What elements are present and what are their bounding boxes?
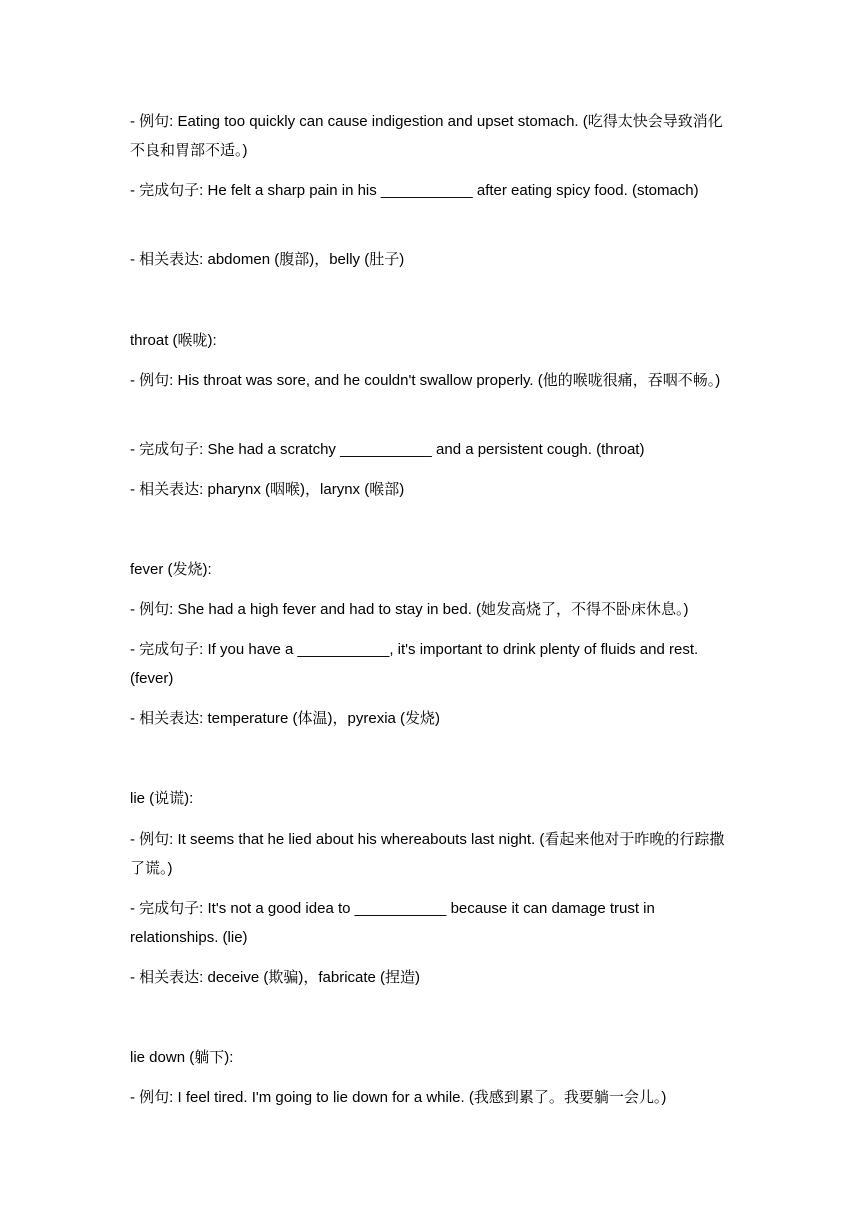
vocab-heading-throat: throat (喉咙): [130,332,217,349]
fill-in-sentence-stomach: - 完成句子: He felt a sharp pain in his ___________ after eating spicy food. (stomach) [130,182,699,199]
related-expressions-throat: - 相关表达: pharynx (咽喉)，larynx (喉部) [130,481,405,498]
related-expressions-stomach: - 相关表达: abdomen (腹部)，belly (肚子) [130,251,405,268]
example-sentence-lie-down: - 例句: I feel tired. I'm going to lie down for a while. (我感到累了。我要躺一会儿。) [130,1089,667,1106]
fill-in-sentence-throat: - 完成句子: She had a scratchy ___________ and a persistent cough. (throat) [130,441,645,458]
example-sentence-fever: - 例句: She had a high fever and had to stay in bed. (她发高烧了，不得不卧床休息。) [130,601,689,618]
vocab-heading-fever: fever (发烧): [130,561,212,578]
related-expressions-lie: - 相关表达: deceive (欺骗)，fabricate (捏造) [130,969,421,986]
example-sentence-stomach: - 例句: Eating too quickly can cause indigestion and upset stomach. (吃得太快会导致消化不良和胃部不适。) [130,113,723,159]
related-expressions-fever: - 相关表达: temperature (体温)，pyrexia (发烧) [130,710,441,727]
example-sentence-throat: - 例句: His throat was sore, and he couldn't swallow properly. (他的喉咙很痛，吞咽不畅。) [130,372,721,389]
fill-in-sentence-fever: - 完成句子: If you have a ___________, it's important to drink plenty of fluids and rest. (fever) [130,641,699,687]
example-sentence-lie: - 例句: It seems that he lied about his whereabouts last night. (看起来他对于昨晚的行踪撒了谎。) [130,831,725,877]
fill-in-sentence-lie: - 完成句子: It's not a good idea to ___________ because it can damage trust in relationships. (lie) [130,900,655,946]
vocab-heading-lie-down: lie down (躺下): [130,1049,234,1066]
vocab-heading-lie: lie (说谎): [130,790,194,807]
